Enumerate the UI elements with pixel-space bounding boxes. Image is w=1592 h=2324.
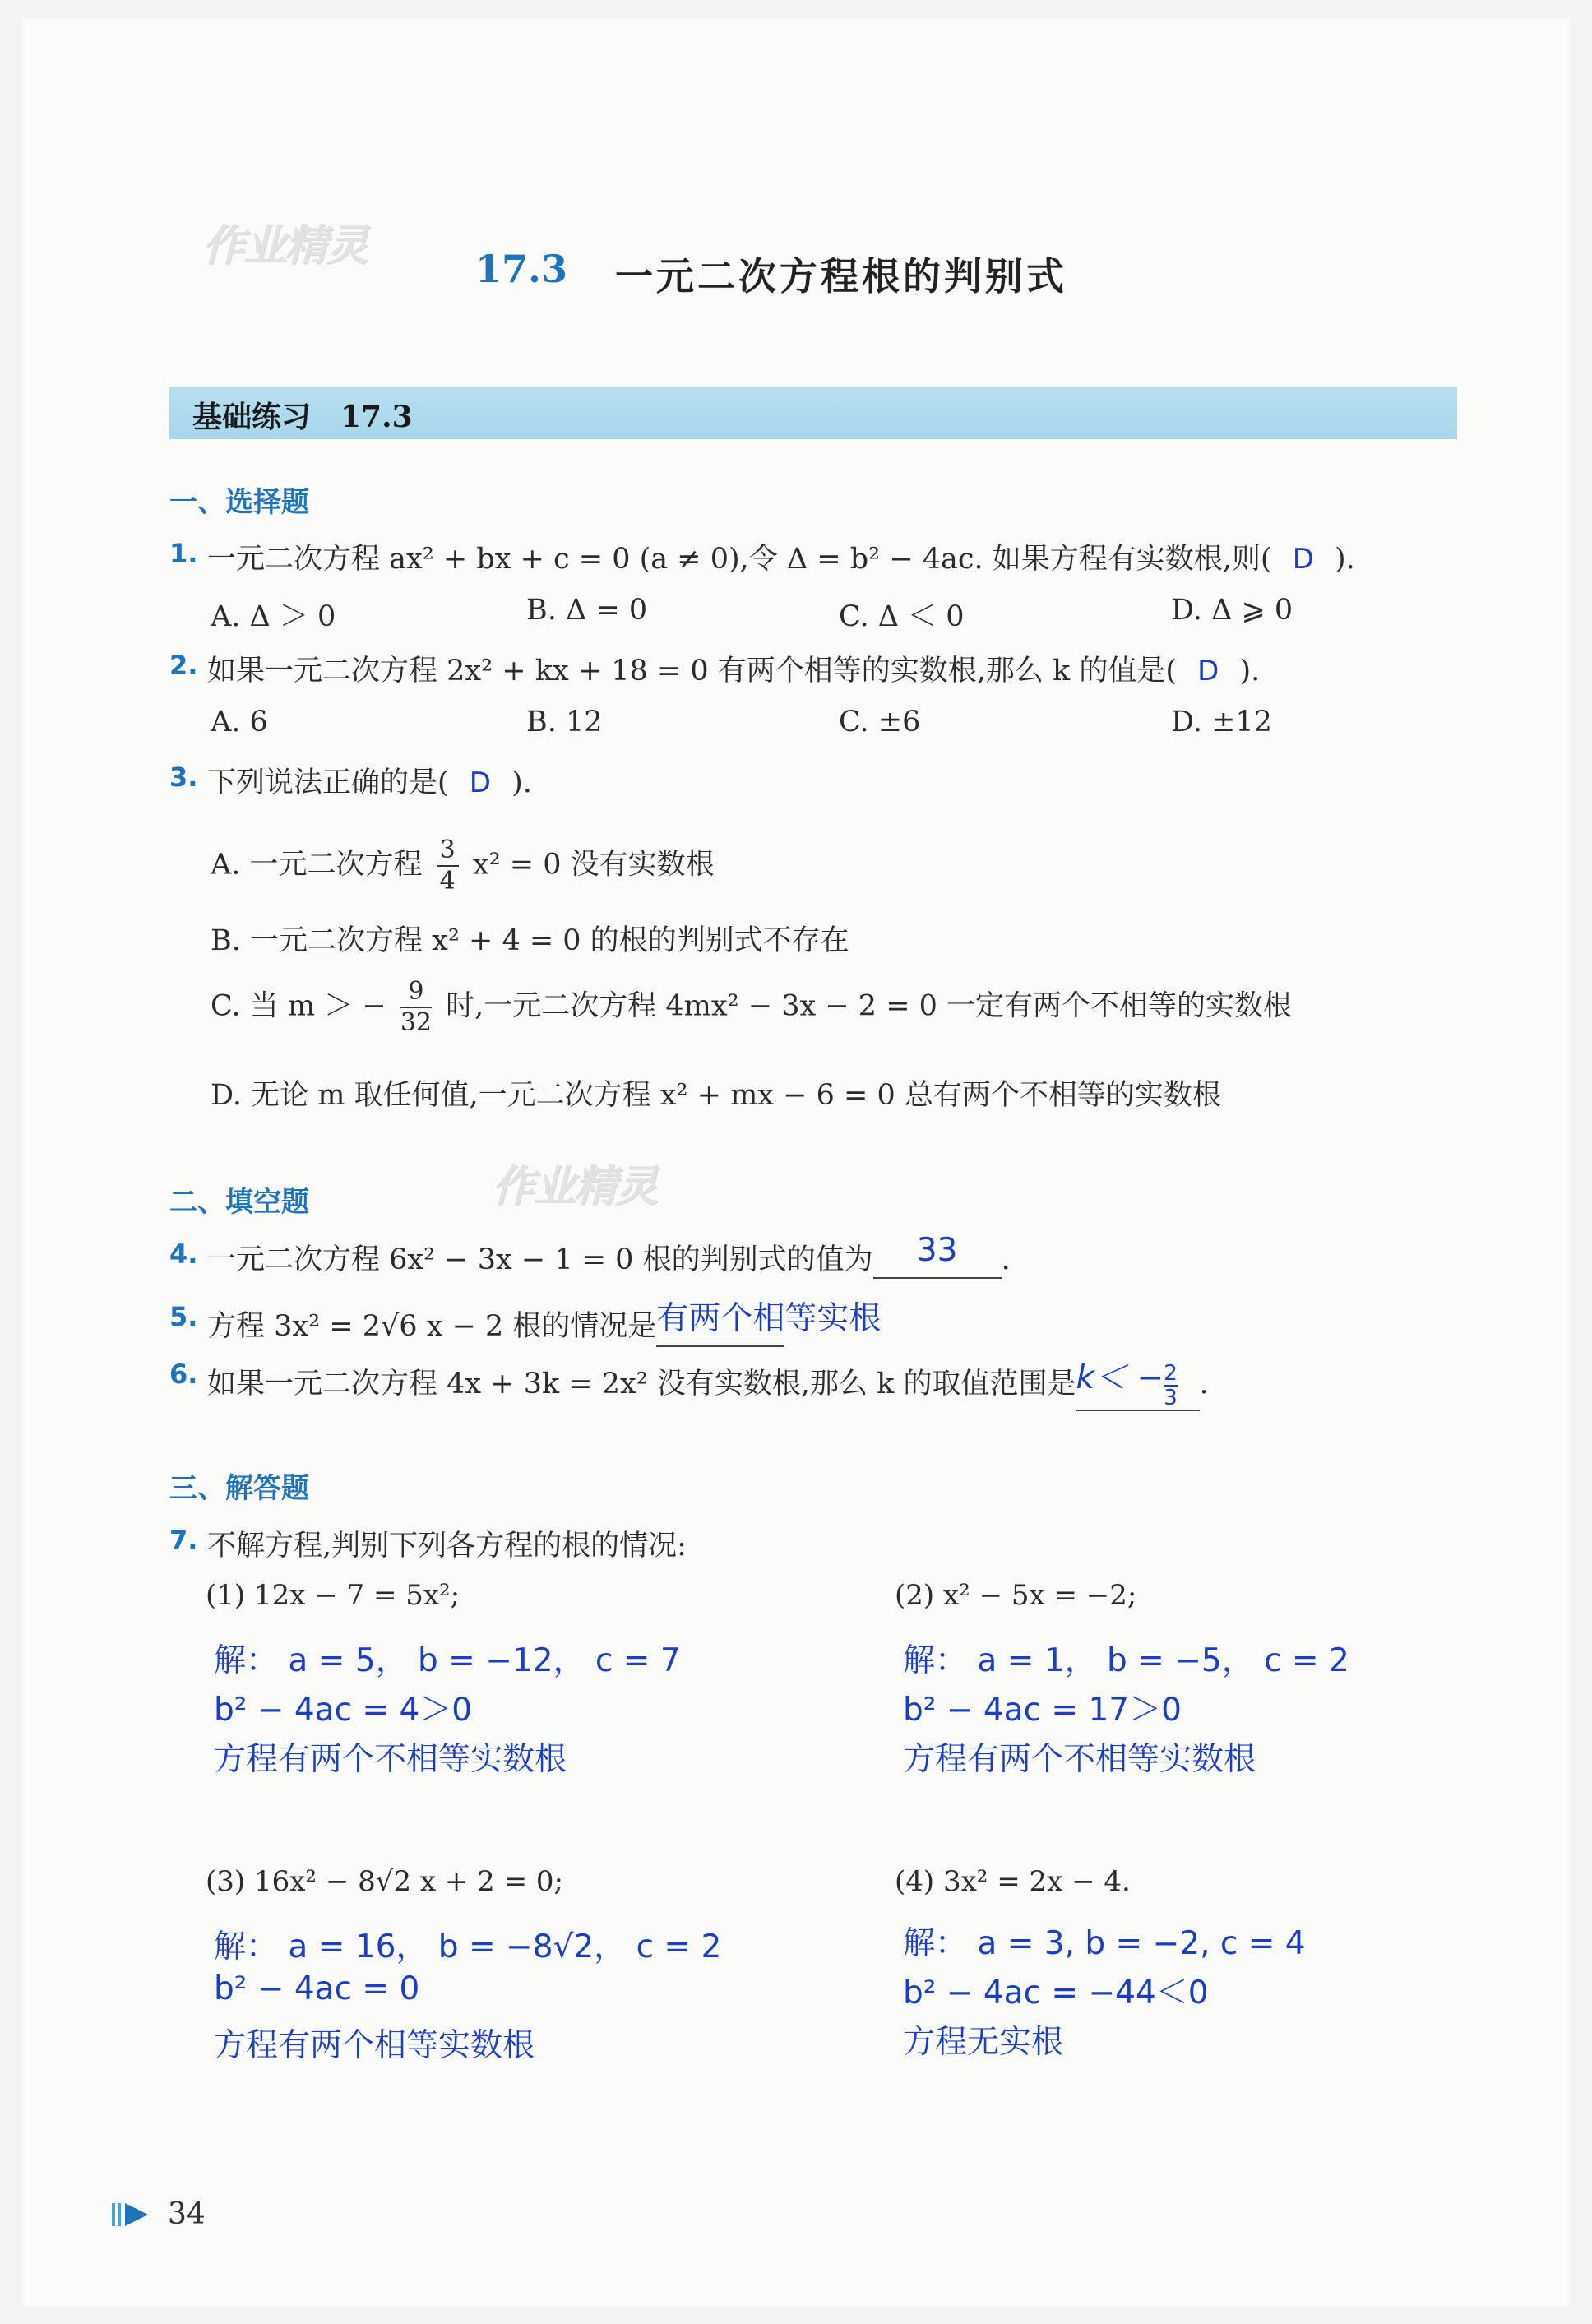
question-2 [207,648,1260,689]
answer-handwritten: 33 [916,1232,958,1269]
solution-line: 解： a = 3, b = −2, c = 4 [903,1925,1306,1962]
solution-line: 解： a = 5， b = −12， c = 7 [214,1642,681,1679]
option: A. 6 [211,706,268,738]
fraction-denominator: 32 [400,1008,433,1037]
practice-band-label: 基础练习 17.3 [192,400,413,434]
solution-line: b² − 4ac = −44＜0 [903,1974,1209,2012]
option: C. ±6 [839,706,921,738]
solution-line: 方程有两个不相等实数根 [903,1741,1256,1778]
question-number: 3. [169,762,198,793]
fraction-numerator: 2 [1164,1360,1178,1386]
question-text-end: . [1199,1368,1209,1400]
option: B. 12 [526,706,603,738]
solution-line: 解： a = 16， b = −8√2， c = 2 [214,1928,722,1965]
section-title: 一元二次方程根的判别式 [615,254,1067,299]
section-number: 17.3 [475,247,568,291]
option-text: x² = 0 没有实数根 [472,848,715,882]
page-number: 34 [168,2197,206,2231]
question-number: 5. [169,1301,198,1332]
question-5 [207,1299,882,1347]
page-arrow-icon [112,2201,158,2229]
subquestion-label: (3) 16x² − 8√2 x + 2 = 0; [206,1865,563,1898]
fraction [400,977,432,1038]
question-6 [207,1357,1209,1411]
subquestion-label: (1) 12x − 7 = 5x²; [206,1579,460,1612]
option-a [211,836,715,896]
question-text-end: . [1001,1243,1011,1276]
fraction-denominator: 4 [439,867,456,896]
answer-fraction [1164,1362,1178,1410]
question-text: 下列说法正确的是( [207,766,449,799]
question-text: 方程 3x² = 2√6 x − 2 根的情况是 [207,1310,657,1343]
fraction [437,836,459,896]
answer-handwritten: D [1292,543,1314,576]
question-4 [207,1232,1011,1279]
question-3 [207,760,532,801]
question-number: 1. [169,538,198,569]
watermark: 作业精灵 [492,1162,657,1211]
heading-fill: 二、填空题 [169,1186,309,1219]
heading-choice: 一、选择题 [169,486,309,519]
option-text: 时,一元二次方程 4mx² − 3x − 2 = 0 一定有两个不相等的实数根 [446,989,1293,1023]
question-text-end: ). [1335,543,1355,576]
question-text: 如果一元二次方程 4x + 3k = 2x² 没有实数根,那么 k 的取值范围是 [207,1368,1076,1400]
answer-handwritten: D [1197,655,1219,687]
question-text: 一元二次方程 6x² − 3x − 1 = 0 根的判别式的值为 [207,1243,873,1276]
option: D. ±12 [1171,706,1272,738]
option-text: A. 一元二次方程 [211,848,423,882]
watermark: 作业精灵 [202,221,368,271]
solution-line: 方程有两个相等实数根 [214,2027,535,2064]
solution-line: 解： a = 1， b = −5， c = 2 [903,1642,1349,1679]
fraction-numerator: 9 [400,977,432,1008]
answer-handwritten: k＜ − [1076,1359,1164,1396]
option: B. Δ = 0 [526,594,648,627]
fraction-denominator: 3 [1164,1385,1178,1410]
option-b: B. 一元二次方程 x² + 4 = 0 的根的判别式不存在 [211,924,849,957]
subquestion-label: (2) x² − 5x = −2; [895,1579,1137,1612]
option-c [211,977,1292,1038]
question-7: 不解方程,判别下列各方程的根的情况: [207,1530,687,1562]
fraction-numerator: 3 [437,836,459,867]
solution-line: b² − 4ac = 17＞0 [903,1692,1182,1729]
answer-handwritten: 有两个相等实根 [656,1300,882,1337]
question-text: 一元二次方程 ax² + bx + c = 0 (a ≠ 0),令 Δ = b² − 4ac. 如果方程有实数根,则( [207,543,1272,576]
question-1 [207,536,1355,577]
question-number: 7. [169,1525,198,1556]
option-d: D. 无论 m 取任何值,一元二次方程 x² + mx − 6 = 0 总有两个不相等的实数根 [211,1079,1221,1112]
solution-line: 方程有两个不相等实数根 [214,1741,567,1778]
answer-handwritten: D [469,766,491,799]
question-number: 2. [169,650,198,681]
question-text: 如果一元二次方程 2x² + kx + 18 = 0 有两个相等的实数根,那么 k 的值是( [207,655,1178,687]
question-text-end: ). [1239,655,1261,687]
question-number: 6. [169,1359,198,1390]
solution-line: b² − 4ac = 0 [214,1970,420,2007]
option: C. Δ ＜ 0 [839,600,965,633]
solution-line: 方程无实根 [903,2024,1064,2061]
answer-blank [1076,1357,1200,1411]
solution-line: b² − 4ac = 4＞0 [214,1692,473,1729]
question-number: 4. [169,1238,198,1270]
answer-blank [873,1232,1002,1279]
subquestion-label: (4) 3x² = 2x − 4. [895,1865,1131,1898]
heading-solve: 三、解答题 [169,1472,309,1505]
option-text: C. 当 m ＞ − [211,989,386,1023]
option: A. Δ ＞ 0 [211,600,336,633]
answer-blank [656,1299,882,1347]
question-text-end: ). [511,766,532,799]
option: D. Δ ⩾ 0 [1171,594,1294,627]
